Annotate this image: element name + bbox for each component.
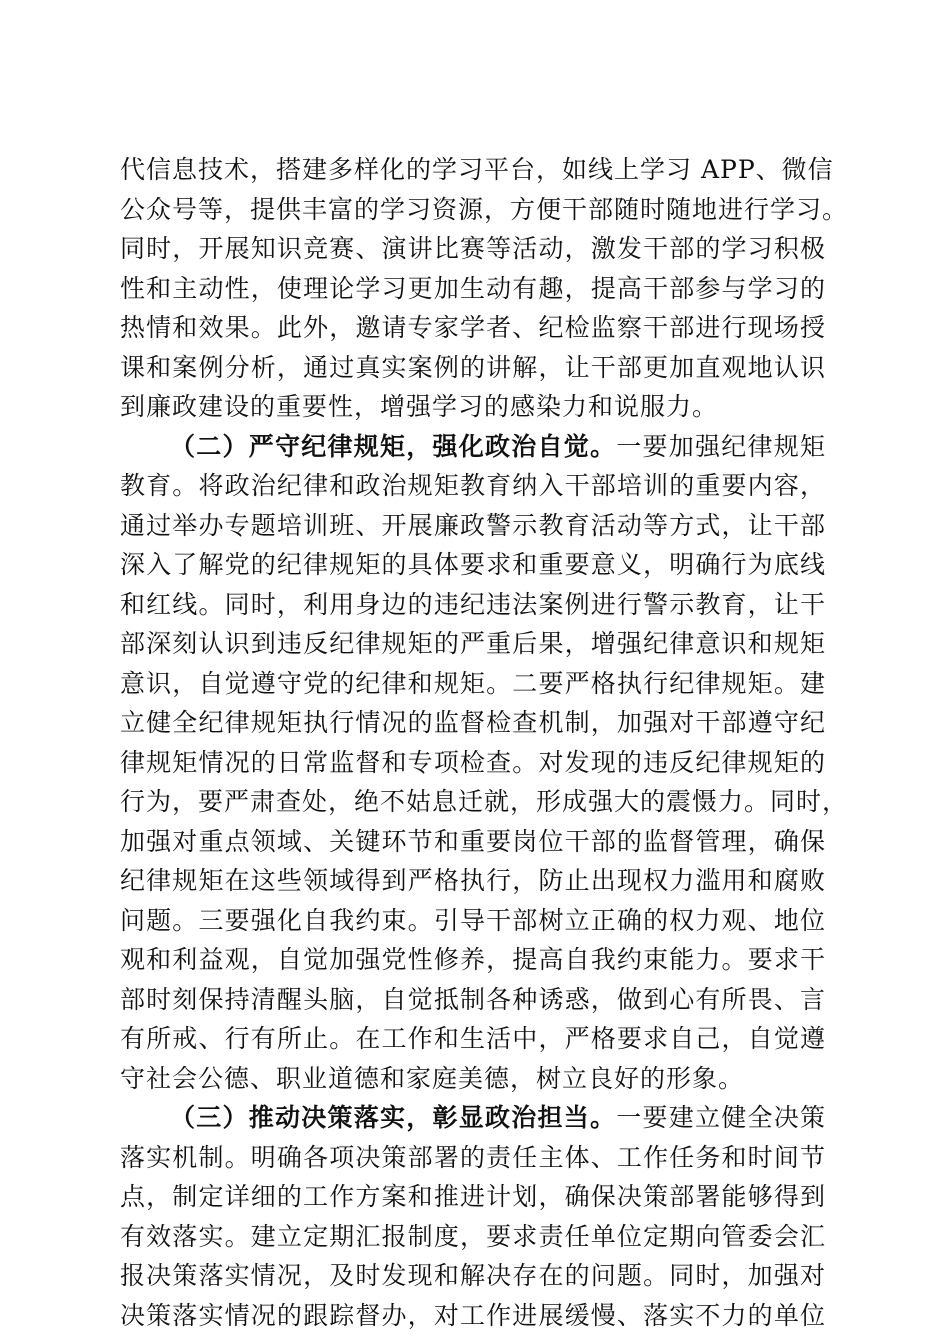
text-line: 课和案例分析，通过真实案例的讲解，让干部更加直观地认识 <box>120 352 826 382</box>
text-line: 立健全纪律规矩执行情况的监督检查机制，加强对干部遵守纪 <box>120 708 826 737</box>
text-line: 点，制定详细的工作方案和推进计划，确保决策部署能够得到 <box>120 1182 826 1211</box>
text-line: 落实机制。明确各项决策部署的责任主体、工作任务和时间节 <box>120 1142 826 1172</box>
text-line: 代信息技术，搭建多样化的学习平台，如线上学习 APP、微信 <box>120 155 834 184</box>
text-line: 到廉政建设的重要性，增强学习的感染力和说服力。 <box>120 392 719 421</box>
text-line-first <box>120 1098 826 1138</box>
text-line: 观和利益观，自觉加强党性修养，提高自我约束能力。要求干 <box>120 945 826 974</box>
text-line: 公众号等，提供丰富的学习资源，方便干部随时随地进行学习。 <box>120 194 849 224</box>
text-line: 热情和效果。此外，邀请专家学者、纪检监察干部进行现场授 <box>120 313 826 342</box>
text-line: 部时刻保持清醒头脑，自觉抵制各种诱惑，做到心有所畏、言 <box>120 984 826 1014</box>
section-heading: （二）严守纪律规矩，强化政治自觉。 <box>170 431 617 461</box>
section-heading: （三）推动决策落实，彰显政治担当。 <box>170 1103 617 1132</box>
text-line: 教育。将政治纪律和政治规矩教育纳入干部培训的重要内容， <box>120 471 826 500</box>
text-run: 一要加强纪律规矩 <box>616 431 826 461</box>
text-line: 加强对重点领域、关键环节和重要岗位干部的监督管理，确保 <box>120 826 826 856</box>
text-line: 同时，开展知识竞赛、演讲比赛等活动，激发干部的学习积极 <box>120 234 826 263</box>
text-line: 律规矩情况的日常监督和专项检查。对发现的违反纪律规矩的 <box>120 747 826 777</box>
text-line: 有所戒、行有所止。在工作和生活中，严格要求自己，自觉遵 <box>120 1024 826 1053</box>
paragraph <box>120 150 849 427</box>
paragraph <box>120 427 849 1099</box>
text-line: 问题。三要强化自我约束。引导干部树立正确的权力观、地位 <box>120 905 826 935</box>
text-line-first <box>120 427 826 467</box>
text-line: 意识，自觉遵守党的纪律和规矩。二要严格执行纪律规矩。建 <box>120 668 826 698</box>
text-line: 通过举办专题培训班、开展廉政警示教育活动等方式，让干部 <box>120 510 826 540</box>
text-run: 一要建立健全决策 <box>616 1103 826 1132</box>
document-body <box>120 150 849 1335</box>
text-line: 部深刻认识到违反纪律规矩的严重后果，增强纪律意识和规矩 <box>120 629 826 658</box>
text-line: 报决策落实情况，及时发现和解决存在的问题。同时，加强对 <box>120 1261 826 1290</box>
text-line: 和红线。同时，利用身边的违纪违法案例进行警示教育，让干 <box>120 589 826 619</box>
text-line: 纪律规矩在这些领域得到严格执行，防止出现权力滥用和腐败 <box>120 866 826 895</box>
text-line: 深入了解党的纪律规矩的具体要求和重要意义，明确行为底线 <box>120 550 826 579</box>
paragraph <box>120 1098 826 1335</box>
text-line: 行为，要严肃查处，绝不姑息迁就，形成强大的震慑力。同时， <box>120 787 849 816</box>
text-line: 性和主动性，使理论学习更加生动有趣，提高干部参与学习的 <box>120 273 826 303</box>
text-line: 有效落实。建立定期汇报制度，要求责任单位定期向管委会汇 <box>120 1221 826 1251</box>
text-line: 决策落实情况的跟踪督办，对工作进展缓慢、落实不力的单位 <box>120 1300 826 1330</box>
text-line: 守社会公德、职业道德和家庭美德，树立良好的形象。 <box>120 1063 745 1093</box>
